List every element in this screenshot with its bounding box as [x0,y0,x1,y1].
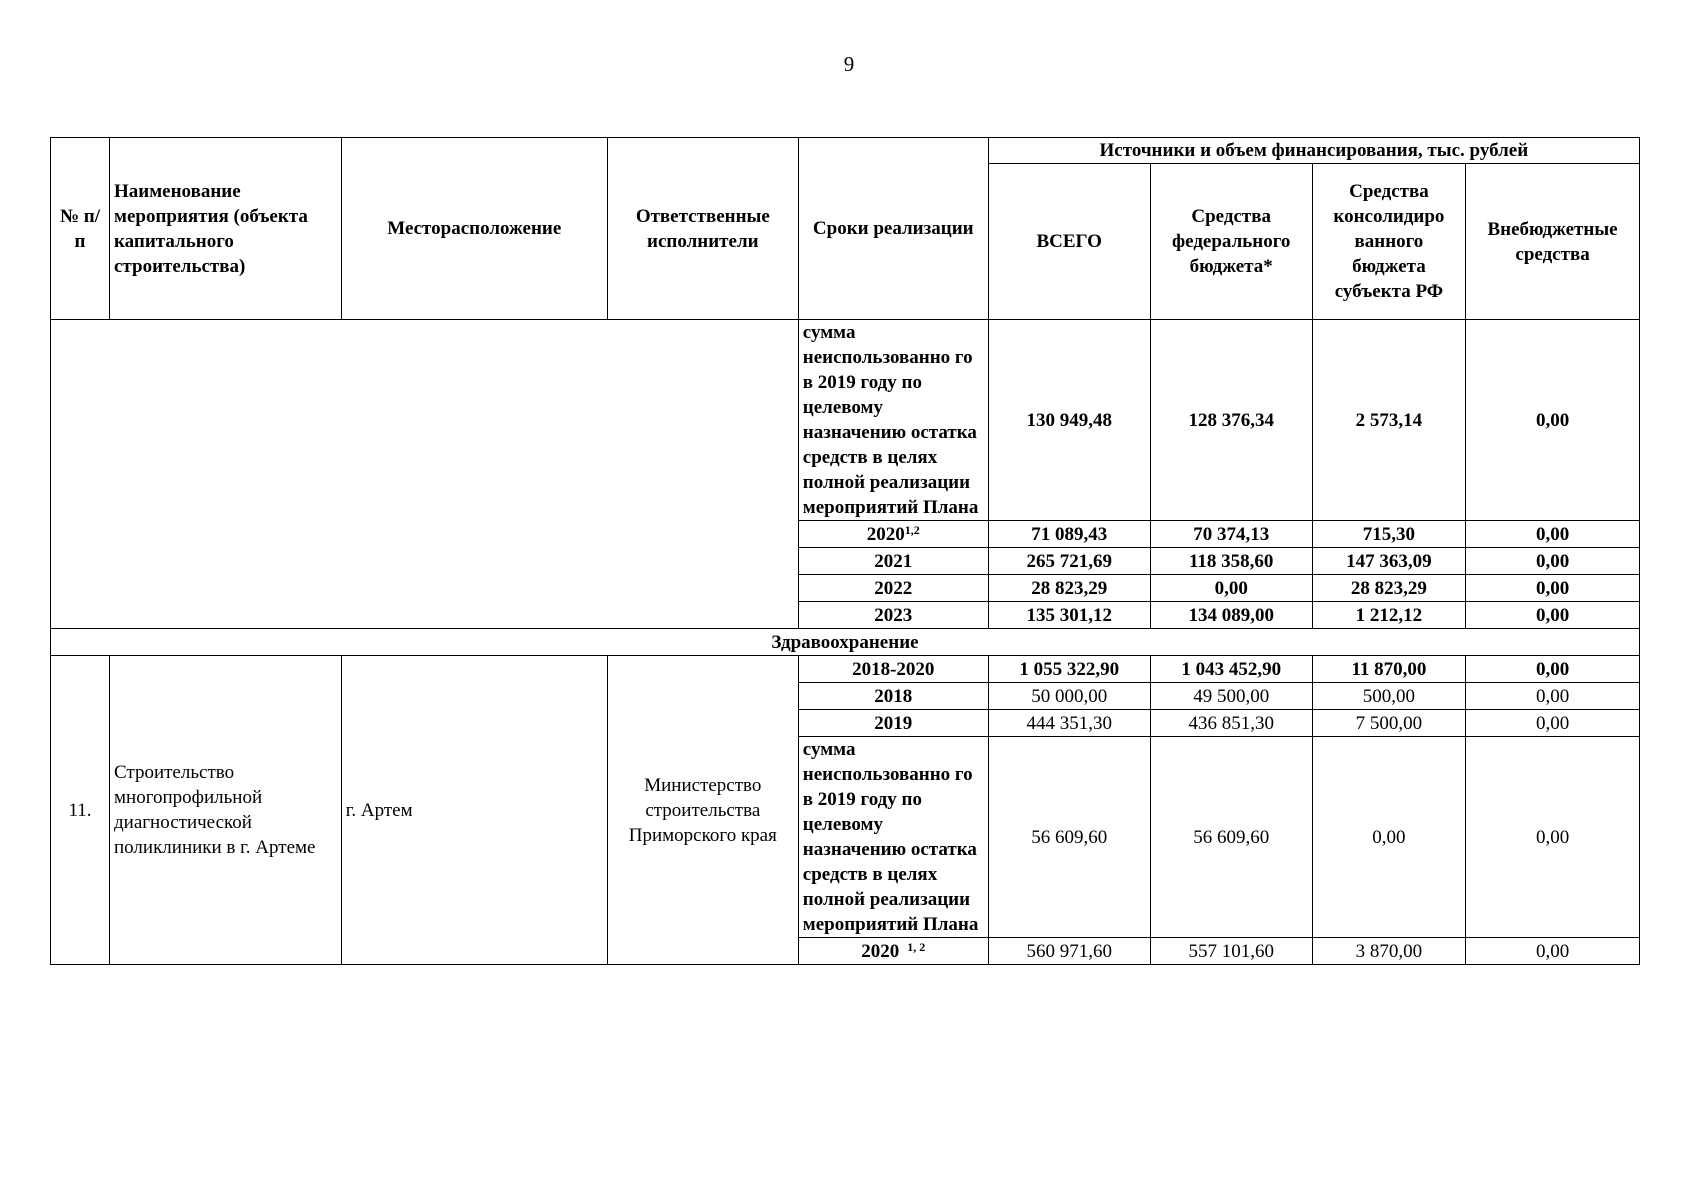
federal-cell: 56 609,60 [1150,737,1312,938]
table-row [51,656,1640,683]
table-row [51,320,1640,521]
extra-cell: 0,00 [1466,575,1640,602]
section-row [51,629,1640,656]
financing-table [50,137,1640,965]
federal-cell: 70 374,13 [1150,521,1312,548]
header-federal: Средства федерального бюджета* [1150,164,1312,320]
term-cell: 2018-2020 [798,656,988,683]
header-sources: Источники и объем финансирования, тыс. рублей [988,138,1639,164]
total-cell: 265 721,69 [988,548,1150,575]
extra-cell: 0,00 [1466,938,1640,965]
item-location: г. Артем [341,656,607,965]
header-location: Месторасположение [341,138,607,320]
extra-cell: 0,00 [1466,710,1640,737]
regional-cell: 2 573,14 [1312,320,1465,521]
term-year: 2020 [861,940,900,962]
extra-cell: 0,00 [1466,656,1640,683]
total-cell: 560 971,60 [988,938,1150,965]
term-cell: 2023 [798,602,988,629]
term-cell: сумма неиспользованно го в 2019 году по целевому назначению остатка средств в целях полной реализации мероприятий Плана [798,737,988,938]
total-cell: 56 609,60 [988,737,1150,938]
regional-cell: 7 500,00 [1312,710,1465,737]
term-footnote: 1,2 [904,522,920,537]
extra-cell: 0,00 [1466,548,1640,575]
term-cell [798,521,988,548]
item-number: 11. [51,656,110,965]
extra-cell: 0,00 [1466,521,1640,548]
total-cell: 135 301,12 [988,602,1150,629]
federal-cell: 0,00 [1150,575,1312,602]
federal-cell: 49 500,00 [1150,683,1312,710]
regional-cell: 3 870,00 [1312,938,1465,965]
page-number: 9 [843,52,855,76]
header-total: ВСЕГО [988,164,1150,320]
total-cell: 71 089,43 [988,521,1150,548]
term-cell [798,938,988,965]
total-cell: 130 949,48 [988,320,1150,521]
header-extrabudget: Внебюджетные средства [1466,164,1640,320]
regional-cell: 147 363,09 [1312,548,1465,575]
regional-cell: 28 823,29 [1312,575,1465,602]
regional-cell: 1 212,12 [1312,602,1465,629]
header-executors: Ответственные исполнители [607,138,798,320]
total-cell: 50 000,00 [988,683,1150,710]
term-cell: 2022 [798,575,988,602]
term-cell: 2019 [798,710,988,737]
federal-cell: 557 101,60 [1150,938,1312,965]
federal-cell: 134 089,00 [1150,602,1312,629]
total-cell: 28 823,29 [988,575,1150,602]
regional-cell: 0,00 [1312,737,1465,938]
federal-cell: 118 358,60 [1150,548,1312,575]
total-cell: 444 351,30 [988,710,1150,737]
term-cell: сумма неиспользованно го в 2019 году по целевому назначению остатка средств в целях полной реализации мероприятий Плана [798,320,988,521]
extra-cell: 0,00 [1466,320,1640,521]
term-cell: 2018 [798,683,988,710]
header-terms: Сроки реализации [798,138,988,320]
section-title: Здравоохранение [51,629,1640,656]
regional-cell: 500,00 [1312,683,1465,710]
header-name: Наименование мероприятия (объекта капитального строительства) [110,138,342,320]
carry-empty-cell [51,320,799,629]
federal-cell: 128 376,34 [1150,320,1312,521]
term-year: 2020 [866,523,905,545]
header-regional: Средства консолидиро ванного бюджета субъекта РФ [1312,164,1465,320]
extra-cell: 0,00 [1466,602,1640,629]
regional-cell: 715,30 [1312,521,1465,548]
federal-cell: 436 851,30 [1150,710,1312,737]
header-no: № п/п [51,138,110,320]
term-cell: 2021 [798,548,988,575]
total-cell: 1 055 322,90 [988,656,1150,683]
extra-cell: 0,00 [1466,683,1640,710]
item-name: Строительство многопрофильной диагностической поликлиники в г. Артеме [110,656,342,965]
federal-cell: 1 043 452,90 [1150,656,1312,683]
extra-cell: 0,00 [1466,737,1640,938]
item-executor: Министерство строительства Приморского края [607,656,798,965]
regional-cell: 11 870,00 [1312,656,1465,683]
term-footnote: 1, 2 [907,939,926,954]
